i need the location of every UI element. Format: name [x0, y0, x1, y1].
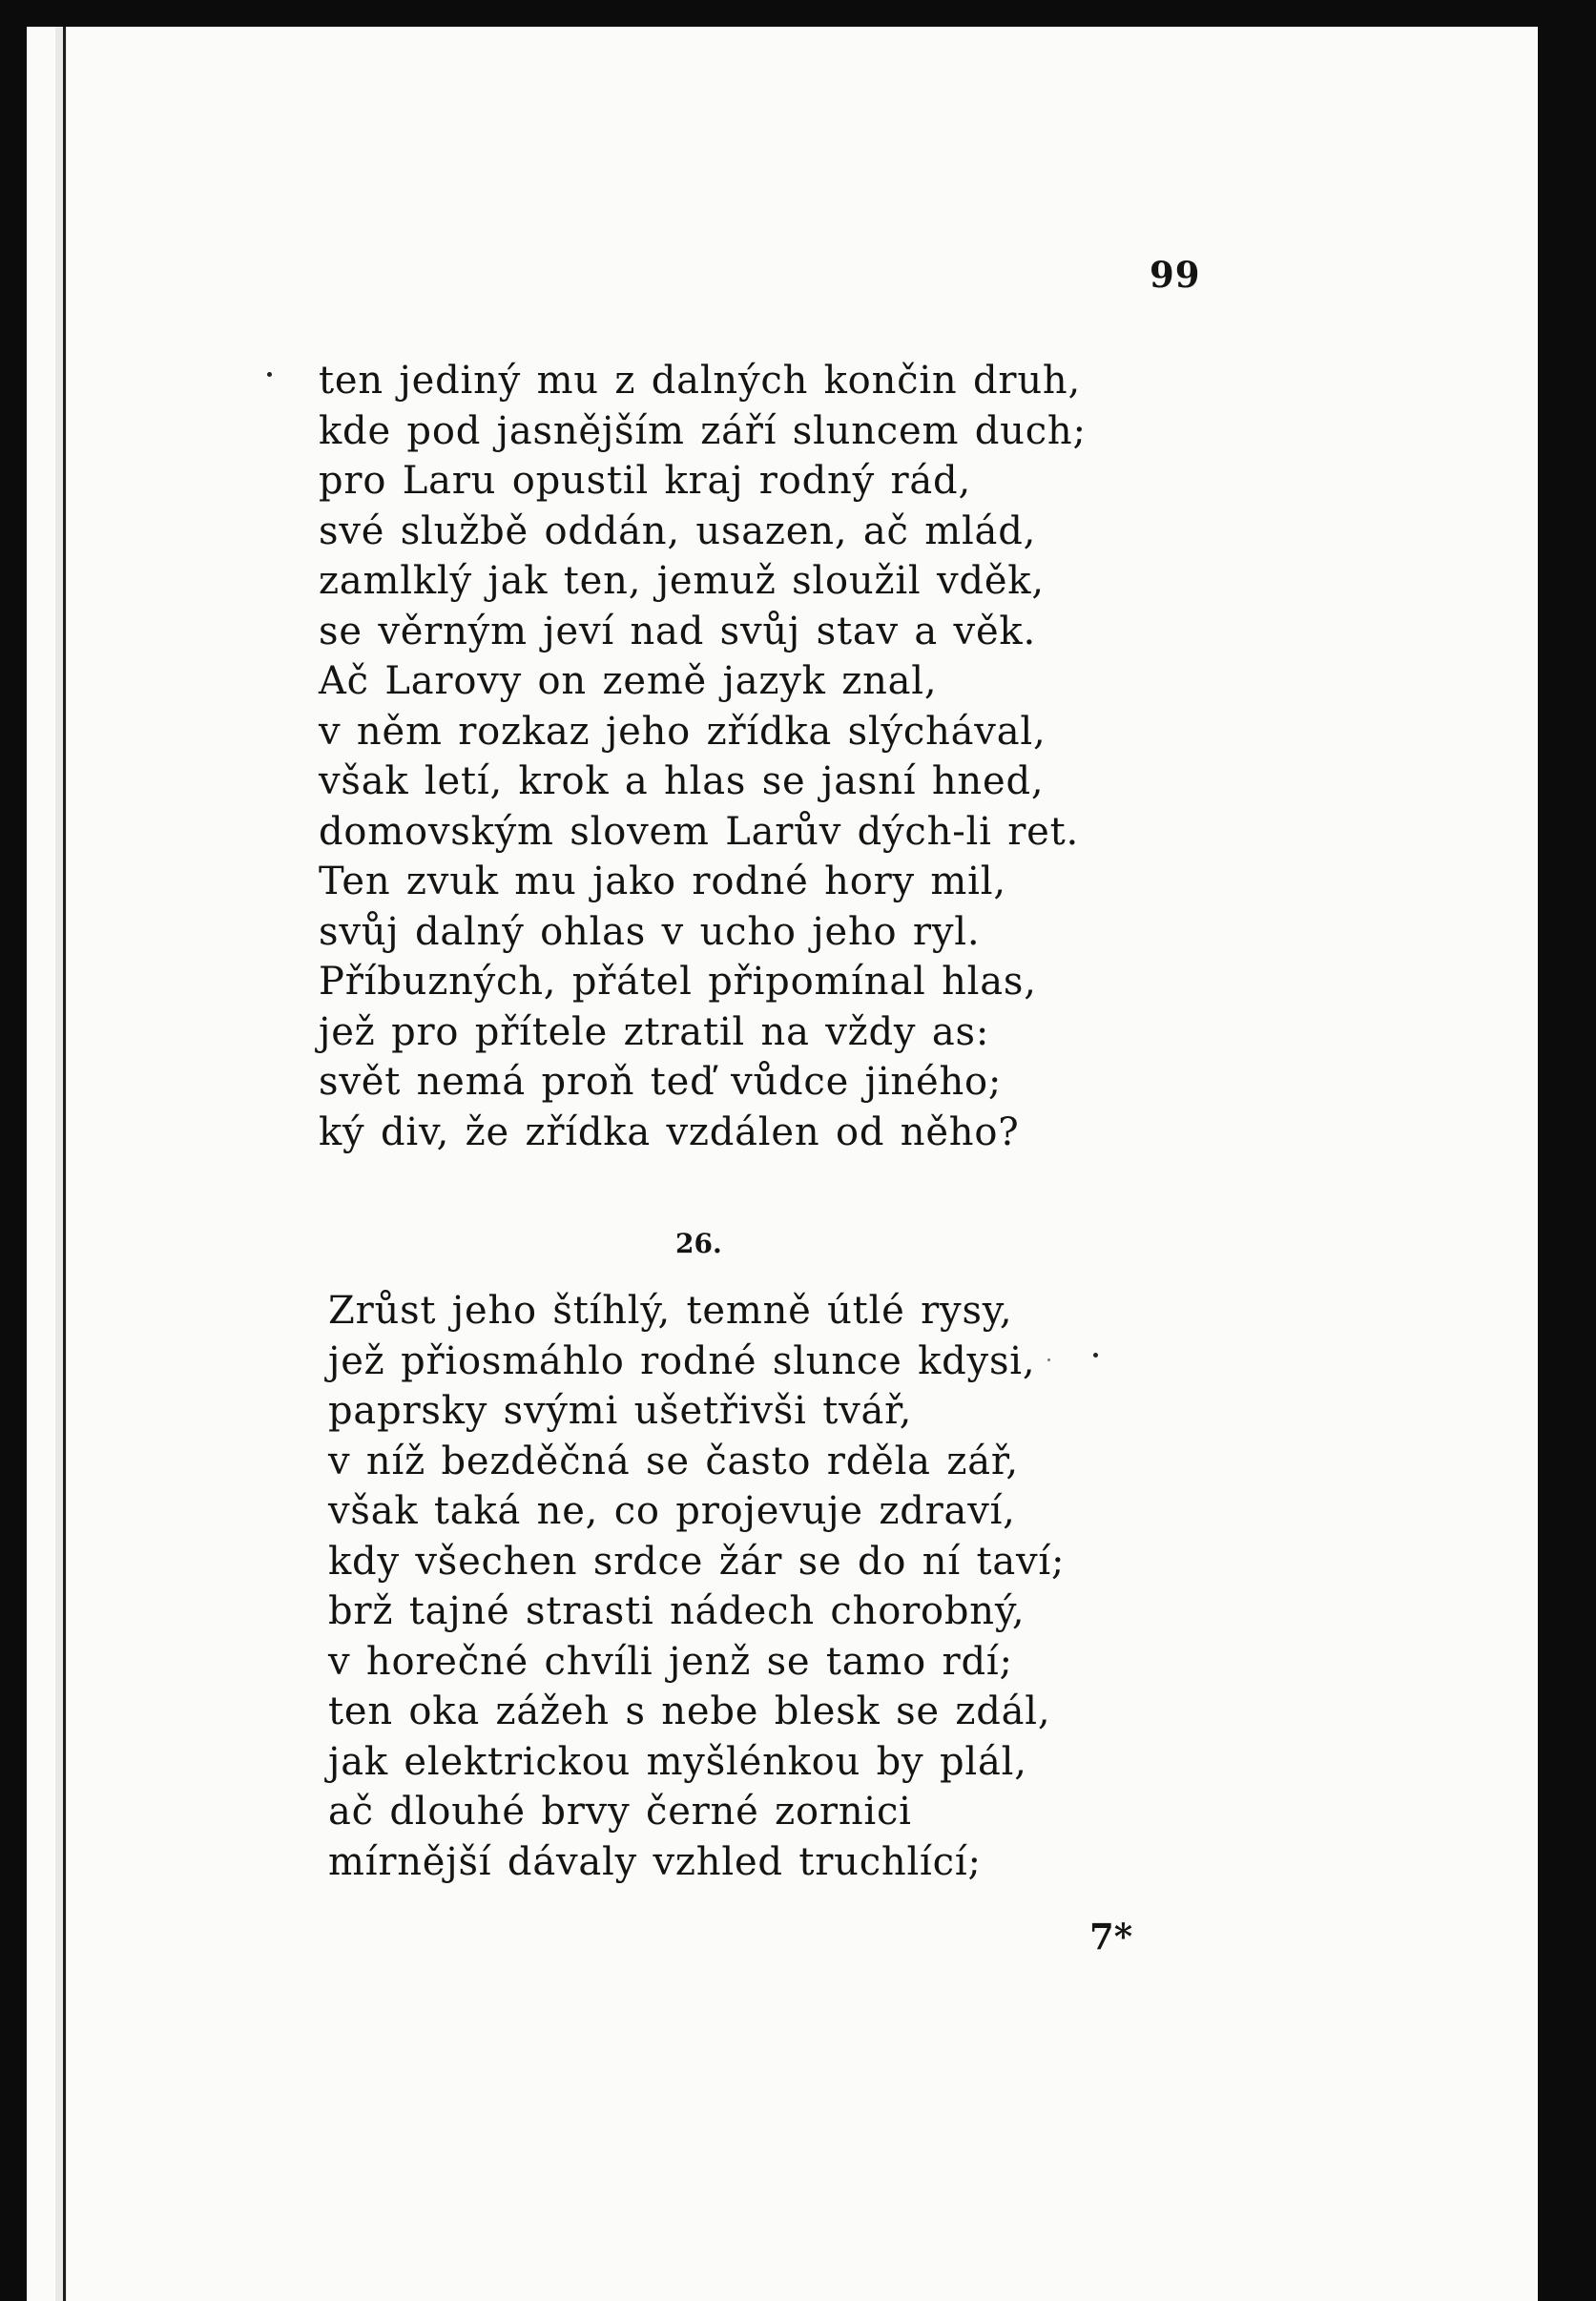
verse-line: domovským slovem Larův dých-li ret. — [319, 809, 1079, 854]
verse-line: ač dlouhé brvy černé zornici — [328, 1790, 912, 1834]
verse-line: Ten zvuk mu jako rodné hory mil, — [319, 860, 1006, 903]
verse-line: ten oka zážeh s nebe blesk se zdál, — [328, 1689, 1051, 1733]
verse-line: ten jediný mu z dalných končin druh, — [319, 359, 1081, 403]
verse-line: Ač Larovy on země jazyk znal, — [319, 659, 938, 703]
poem-stanza-26 — [328, 1286, 1065, 1887]
verse-line: pro Laru opustil kraj rodný rád, — [319, 459, 971, 503]
verse-line: jež přiosmáhlo rodné slunce kdysi, — [328, 1338, 1036, 1383]
verse-line: mírnější dávaly vzhled truchlící; — [328, 1839, 982, 1884]
signature-mark: 7* — [1089, 1916, 1133, 1958]
verse-line: zamlklý jak ten, jemuž sloužil vděk, — [319, 559, 1045, 603]
page-gutter-edge — [63, 27, 66, 2301]
scan-border-right — [1538, 0, 1596, 2301]
verse-line: se věrným jeví nad svůj stav a věk. — [319, 609, 1036, 653]
scan-border-left — [0, 0, 27, 2301]
scan-border-top — [0, 0, 1596, 27]
verse-line: v níž bezděčná se často rděla zář, — [328, 1439, 1019, 1483]
verse-line: své službě oddán, usazen, ač mlád, — [319, 508, 1037, 553]
verse-line: v něm rozkaz jeho zřídka slýchával, — [319, 709, 1047, 754]
verse-line: svět nemá proň teď vůdce jiného; — [319, 1060, 1003, 1104]
verse-line: kde pod jasnějším září sluncem duch; — [319, 408, 1087, 453]
verse-line: brž tajné strasti nádech chorobný, — [328, 1589, 1026, 1633]
poem-stanza-25 — [319, 356, 1087, 1157]
verse-line: svůj dalný ohlas v ucho jeho ryl. — [319, 909, 981, 954]
ink-speck — [1093, 1353, 1098, 1358]
verse-line: jak elektrickou myšlénkou by plál, — [328, 1739, 1027, 1784]
verse-line: kdy všechen srdce žár se do ní taví; — [328, 1539, 1066, 1584]
ink-speck — [267, 372, 272, 377]
verse-line: paprsky svými ušetřivši tvář, — [328, 1389, 913, 1433]
section-number: 26. — [675, 1228, 722, 1259]
page-number: 99 — [1150, 254, 1201, 296]
verse-line: Příbuzných, přátel připomínal hlas, — [319, 960, 1037, 1004]
verse-line: však taká ne, co projevuje zdraví, — [328, 1489, 1016, 1533]
verse-line: ký div, že zřídka vzdálen od něho? — [319, 1109, 1020, 1154]
verse-line: Zrůst jeho štíhlý, temně útlé rysy, — [328, 1289, 1013, 1333]
verse-line: v horečné chvíli jenž se tamo rdí; — [328, 1639, 1013, 1684]
verse-line: však letí, krok a hlas se jasní hned, — [319, 759, 1045, 803]
verse-line: jež pro přítele ztratil na vždy as: — [319, 1009, 990, 1054]
